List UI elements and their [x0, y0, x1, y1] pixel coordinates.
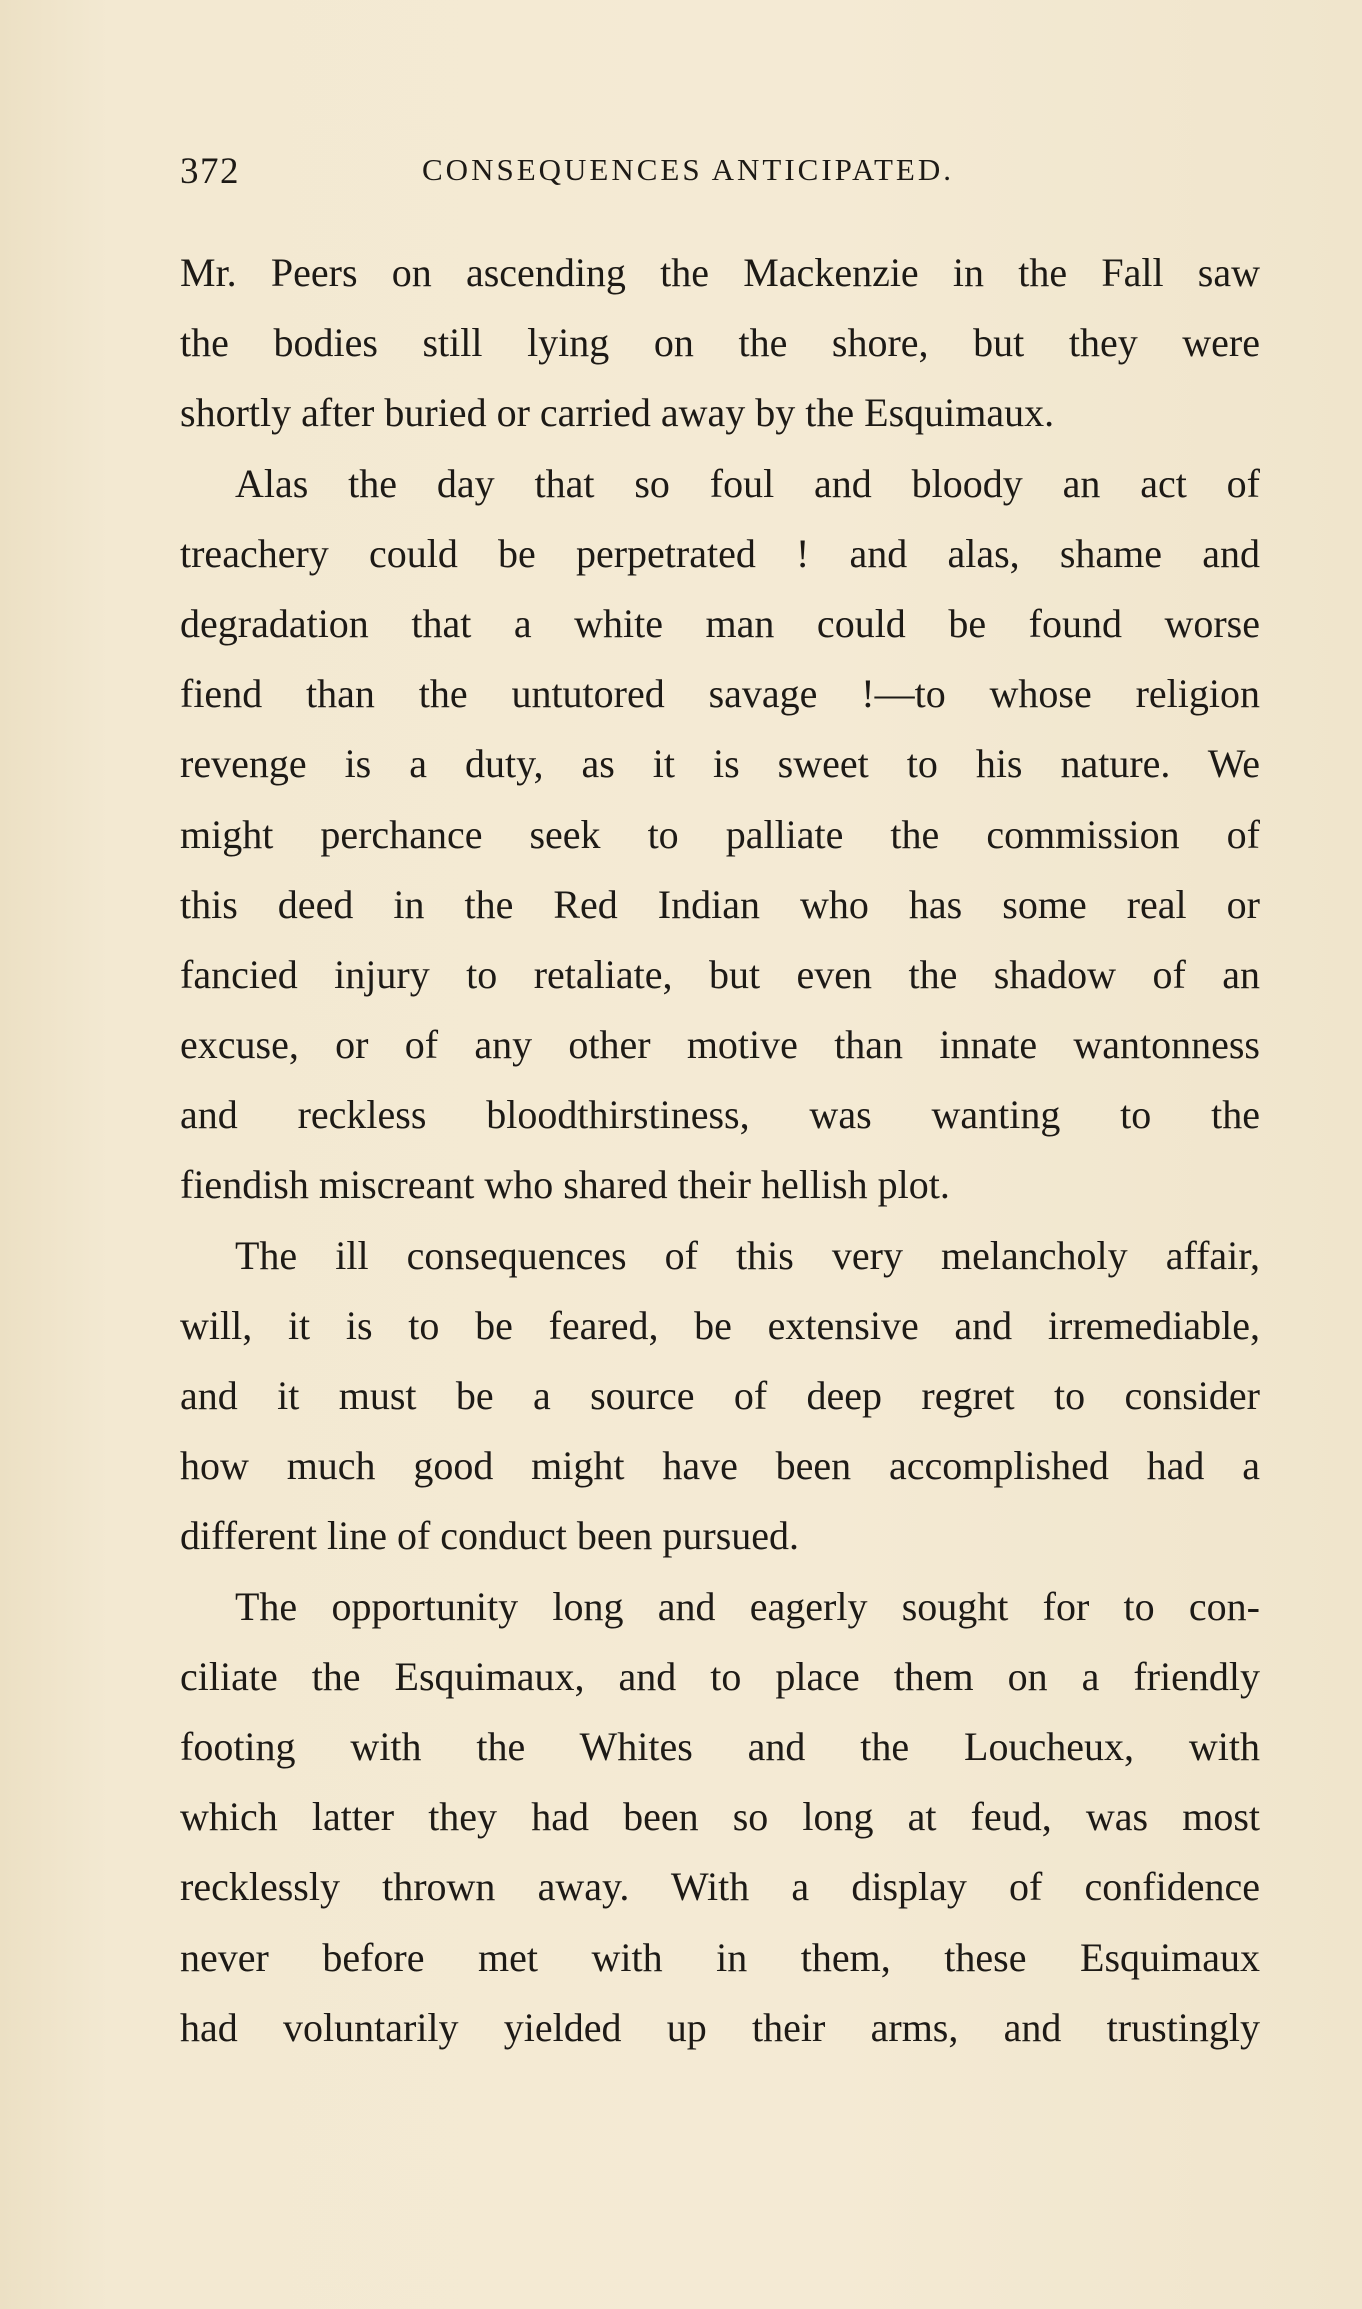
text-line: fiendish miscreant who shared their hellish plot. [180, 1162, 950, 1208]
text-line: excuse, or of any other motive than innate wantonness [180, 1022, 1260, 1068]
text-line: The ill consequences of this very melancholy affair, [235, 1232, 1260, 1278]
text-line: this deed in the Red Indian who has some real or [180, 881, 1260, 927]
text-line: will, it is to be feared, be extensive and irremediable, [180, 1302, 1260, 1348]
text-line: and it must be a source of deep regret to consider [180, 1373, 1260, 1418]
running-head [180, 150, 1260, 210]
text-line: shortly after buried or carried away by the Esquimaux. [180, 390, 1055, 436]
text-line: had voluntarily yielded up their arms, and trustingly [180, 2004, 1260, 2050]
text-line: treachery could be perpetrated ! and alas, shame and [180, 530, 1260, 576]
running-title: CONSEQUENCES ANTICIPATED. [422, 152, 955, 187]
text-line: recklessly thrown away. With a display of confidence [180, 1864, 1260, 1910]
text-line: ciliate the Esquimaux, and to place them on a friendly [180, 1653, 1260, 1699]
text-line: fancied injury to retaliate, but even the shadow of an [180, 951, 1260, 997]
page-number: 372 [180, 151, 240, 192]
body-text [180, 238, 1260, 2063]
text-line: revenge is a duty, as it is sweet to his nature. We [180, 741, 1260, 787]
text-line: Alas the day that so foul and bloody an act of [235, 460, 1260, 506]
text-line: degradation that a white man could be found worse [180, 600, 1260, 646]
text-line: the bodies still lying on the shore, but they were [180, 320, 1260, 366]
text-line: how much good might have been accomplished had a [180, 1443, 1260, 1489]
text-line: different line of conduct been pursued. [180, 1513, 800, 1559]
text-line: The opportunity long and eagerly sought for to con- [235, 1583, 1260, 1629]
text-line: might perchance seek to palliate the commission of [180, 811, 1260, 857]
text-line: never before met with in them, these Esquimaux [180, 1934, 1260, 1980]
text-line: which latter they had been so long at feud, was most [180, 1794, 1260, 1840]
text-line: Mr. Peers on ascending the Mackenzie in the Fall saw [180, 250, 1260, 295]
text-line: footing with the Whites and the Loucheux, with [180, 1723, 1260, 1769]
text-line: fiend than the untutored savage !—to whose religion [180, 671, 1260, 717]
text-line: and reckless bloodthirstiness, was wanting to the [180, 1092, 1260, 1138]
